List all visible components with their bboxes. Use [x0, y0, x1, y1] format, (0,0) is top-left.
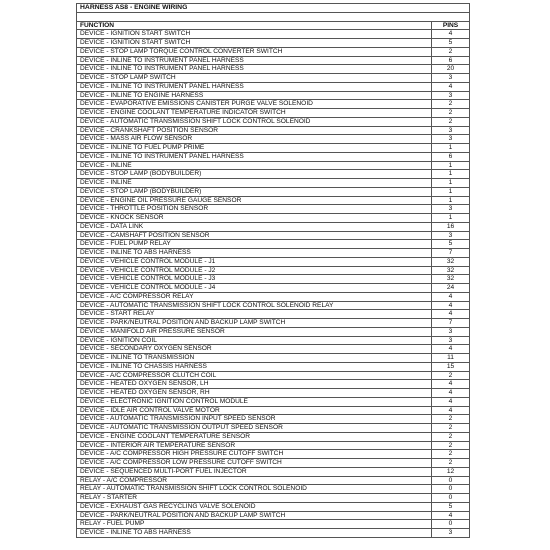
table-row — [77, 292, 470, 301]
pins-cell: 1 — [432, 170, 470, 179]
table-row — [77, 109, 470, 118]
function-cell: DEVICE - START RELAY — [77, 310, 432, 319]
function-cell: DEVICE - A/C COMPRESSOR RELAY — [77, 292, 432, 301]
pins-cell: 2 — [432, 109, 470, 118]
table-row — [77, 354, 470, 363]
table-row — [77, 240, 470, 249]
table-row — [77, 371, 470, 380]
table-row — [77, 257, 470, 266]
pins-cell: 2 — [432, 47, 470, 56]
function-cell: DEVICE - INLINE TO ABS HARNESS — [77, 249, 432, 258]
pins-cell: 2 — [432, 371, 470, 380]
pins-cell: 3 — [432, 336, 470, 345]
table-row — [77, 152, 470, 161]
function-cell: DEVICE - STOP LAMP SWITCH — [77, 74, 432, 83]
table-row — [77, 485, 470, 494]
function-cell: DEVICE - EXHAUST GAS RECYCLING VALVE SOLENOID — [77, 502, 432, 511]
function-cell: RELAY - STARTER — [77, 494, 432, 503]
function-cell: DEVICE - ELECTRONIC IGNITION CONTROL MODULE — [77, 397, 432, 406]
pins-cell: 0 — [432, 520, 470, 529]
table-row — [77, 100, 470, 109]
table-row — [77, 47, 470, 56]
table-row — [77, 476, 470, 485]
function-cell: DEVICE - FUEL PUMP RELAY — [77, 240, 432, 249]
function-cell: DEVICE - KNOCK SENSOR — [77, 214, 432, 223]
function-cell: DEVICE - INLINE — [77, 179, 432, 188]
pins-cell: 4 — [432, 345, 470, 354]
pins-cell: 7 — [432, 249, 470, 258]
pins-cell: 4 — [432, 406, 470, 415]
title-row — [77, 4, 470, 13]
function-cell: DEVICE - VEHICLE CONTROL MODULE - J3 — [77, 275, 432, 284]
table-row — [77, 345, 470, 354]
table-row — [77, 467, 470, 476]
table-row — [77, 39, 470, 48]
function-cell: DEVICE - INLINE TO INSTRUMENT PANEL HARNESS — [77, 152, 432, 161]
function-column-header: FUNCTION — [77, 21, 432, 30]
pins-cell: 4 — [432, 397, 470, 406]
function-cell: DEVICE - STOP LAMP (BODYBUILDER) — [77, 170, 432, 179]
pins-cell: 5 — [432, 502, 470, 511]
table-row — [77, 231, 470, 240]
table-row — [77, 459, 470, 468]
pins-cell: 4 — [432, 389, 470, 398]
pins-cell: 4 — [432, 511, 470, 520]
pins-cell: 4 — [432, 82, 470, 91]
pins-cell: 32 — [432, 257, 470, 266]
table-row — [77, 266, 470, 275]
pins-cell: 15 — [432, 362, 470, 371]
function-cell: DEVICE - PARK/NEUTRAL POSITION AND BACKUP LAMP SWITCH — [77, 319, 432, 328]
function-cell: DEVICE - AUTOMATIC TRANSMISSION OUTPUT SPEED SENSOR — [77, 424, 432, 433]
table-row — [77, 187, 470, 196]
function-cell: DEVICE - IGNITION COIL — [77, 336, 432, 345]
table-row — [77, 30, 470, 39]
function-cell: DEVICE - A/C COMPRESSOR LOW PRESSURE CUTOFF SWITCH — [77, 459, 432, 468]
pins-cell: 2 — [432, 450, 470, 459]
pins-cell: 3 — [432, 126, 470, 135]
pins-cell: 24 — [432, 284, 470, 293]
function-cell: DEVICE - IGNITION START SWITCH — [77, 30, 432, 39]
function-cell: DEVICE - EVAPORATIVE EMISSIONS CANISTER PURGE VALVE SOLENOID — [77, 100, 432, 109]
table-row — [77, 135, 470, 144]
harness-title: HARNESS AS8 - ENGINE WIRING — [77, 4, 470, 13]
function-cell: DEVICE - INTERIOR AIR TEMPERATURE SENSOR — [77, 441, 432, 450]
table-row — [77, 91, 470, 100]
table-row — [77, 336, 470, 345]
table-row — [77, 249, 470, 258]
table-row — [77, 520, 470, 529]
function-cell: DEVICE - INLINE TO ABS HARNESS — [77, 529, 432, 538]
function-cell: DEVICE - STOP LAMP TORQUE CONTROL CONVERTER SWITCH — [77, 47, 432, 56]
pins-cell: 1 — [432, 196, 470, 205]
function-cell: DEVICE - DATA LINK — [77, 222, 432, 231]
function-cell: DEVICE - MASS AIR FLOW SENSOR — [77, 135, 432, 144]
pins-cell: 4 — [432, 30, 470, 39]
table-row — [77, 319, 470, 328]
function-cell: DEVICE - ENGINE OIL PRESSURE GAUGE SENSOR — [77, 196, 432, 205]
table-row — [77, 424, 470, 433]
table-row — [77, 82, 470, 91]
function-cell: RELAY - AUTOMATIC TRANSMISSION SHIFT LOCK CONTROL SOLENOID — [77, 485, 432, 494]
function-cell: DEVICE - AUTOMATIC TRANSMISSION SHIFT LOCK CONTROL SOLENOID RELAY — [77, 301, 432, 310]
table-row — [77, 450, 470, 459]
pins-cell: 3 — [432, 74, 470, 83]
function-cell: DEVICE - MANIFOLD AIR PRESSURE SENSOR — [77, 327, 432, 336]
pins-cell: 2 — [432, 441, 470, 450]
pins-cell: 6 — [432, 56, 470, 65]
pins-cell: 1 — [432, 187, 470, 196]
table-row — [77, 494, 470, 503]
pins-column-header: PINS — [432, 21, 470, 30]
function-cell: DEVICE - AUTOMATIC TRANSMISSION INPUT SPEED SENSOR — [77, 415, 432, 424]
function-cell: DEVICE - CRANKSHAFT POSITION SENSOR — [77, 126, 432, 135]
pins-cell: 0 — [432, 494, 470, 503]
harness-table — [76, 3, 470, 538]
function-cell: DEVICE - INLINE — [77, 161, 432, 170]
table-row — [77, 179, 470, 188]
function-cell: DEVICE - INLINE TO INSTRUMENT PANEL HARNESS — [77, 65, 432, 74]
pins-cell: 3 — [432, 529, 470, 538]
pins-cell: 2 — [432, 459, 470, 468]
function-cell: DEVICE - STOP LAMP (BODYBUILDER) — [77, 187, 432, 196]
function-cell: DEVICE - INLINE TO INSTRUMENT PANEL HARNESS — [77, 82, 432, 91]
pins-cell: 32 — [432, 266, 470, 275]
table-row — [77, 74, 470, 83]
function-cell: DEVICE - VEHICLE CONTROL MODULE - J1 — [77, 257, 432, 266]
function-cell: DEVICE - ENGINE COOLANT TEMPERATURE INDICATOR SWITCH — [77, 109, 432, 118]
pins-cell: 0 — [432, 485, 470, 494]
function-cell: DEVICE - A/C COMPRESSOR HIGH PRESSURE CUTOFF SWITCH — [77, 450, 432, 459]
pins-cell: 2 — [432, 424, 470, 433]
pins-cell: 16 — [432, 222, 470, 231]
function-cell: DEVICE - PARK/NEUTRAL POSITION AND BACKUP LAMP SWITCH — [77, 511, 432, 520]
table-row — [77, 511, 470, 520]
table-row — [77, 301, 470, 310]
pins-cell: 2 — [432, 100, 470, 109]
pins-cell: 1 — [432, 161, 470, 170]
pins-cell: 3 — [432, 231, 470, 240]
table-row — [77, 161, 470, 170]
pins-cell: 4 — [432, 380, 470, 389]
function-cell: DEVICE - THROTTLE POSITION SENSOR — [77, 205, 432, 214]
function-cell: DEVICE - IDLE AIR CONTROL VALVE MOTOR — [77, 406, 432, 415]
table-row — [77, 170, 470, 179]
harness-sheet — [76, 3, 469, 538]
function-cell: RELAY - A/C COMPRESSOR — [77, 476, 432, 485]
pins-cell: 20 — [432, 65, 470, 74]
pins-cell: 11 — [432, 354, 470, 363]
table-row — [77, 362, 470, 371]
pins-cell: 4 — [432, 301, 470, 310]
pins-cell: 6 — [432, 152, 470, 161]
function-cell: DEVICE - ENGINE COOLANT TEMPERATURE SENSOR — [77, 432, 432, 441]
pins-cell: 5 — [432, 39, 470, 48]
pins-cell: 2 — [432, 432, 470, 441]
table-row — [77, 144, 470, 153]
function-cell: DEVICE - SEQUENCED MULTI-PORT FUEL INJECTOR — [77, 467, 432, 476]
table-row — [77, 415, 470, 424]
pins-cell: 7 — [432, 319, 470, 328]
pins-cell: 1 — [432, 214, 470, 223]
pins-cell: 1 — [432, 144, 470, 153]
pins-cell: 4 — [432, 292, 470, 301]
table-row — [77, 310, 470, 319]
table-row — [77, 389, 470, 398]
table-row — [77, 275, 470, 284]
pins-cell: 3 — [432, 205, 470, 214]
function-cell: DEVICE - IGNITION START SWITCH — [77, 39, 432, 48]
table-row — [77, 529, 470, 538]
header-row — [77, 21, 470, 30]
function-cell: DEVICE - HEATED OXYGEN SENSOR, LH — [77, 380, 432, 389]
function-cell: DEVICE - VEHICLE CONTROL MODULE - J2 — [77, 266, 432, 275]
pins-cell: 5 — [432, 240, 470, 249]
pins-cell: 4 — [432, 310, 470, 319]
table-row — [77, 432, 470, 441]
pins-cell: 12 — [432, 467, 470, 476]
table-row — [77, 126, 470, 135]
function-cell: DEVICE - A/C COMPRESSOR CLUTCH COIL — [77, 371, 432, 380]
table-row — [77, 397, 470, 406]
table-row — [77, 56, 470, 65]
pins-cell: 1 — [432, 179, 470, 188]
table-row — [77, 380, 470, 389]
function-cell: DEVICE - HEATED OXYGEN SENSOR, RH — [77, 389, 432, 398]
table-row — [77, 406, 470, 415]
spacer-cell — [77, 12, 470, 21]
table-row — [77, 205, 470, 214]
table-row — [77, 441, 470, 450]
function-cell: DEVICE - SECONDARY OXYGEN SENSOR — [77, 345, 432, 354]
table-row — [77, 284, 470, 293]
function-cell: DEVICE - INLINE TO FUEL PUMP PRIME — [77, 144, 432, 153]
function-cell: DEVICE - VEHICLE CONTROL MODULE - J4 — [77, 284, 432, 293]
table-row — [77, 222, 470, 231]
pins-cell: 0 — [432, 476, 470, 485]
function-cell: RELAY - FUEL PUMP — [77, 520, 432, 529]
pins-cell: 2 — [432, 415, 470, 424]
pins-cell: 3 — [432, 91, 470, 100]
pins-cell: 3 — [432, 327, 470, 336]
table-row — [77, 65, 470, 74]
pins-cell: 3 — [432, 135, 470, 144]
function-cell: DEVICE - CAMSHAFT POSITION SENSOR — [77, 231, 432, 240]
function-cell: DEVICE - INLINE TO INSTRUMENT PANEL HARNESS — [77, 56, 432, 65]
table-row — [77, 214, 470, 223]
function-cell: DEVICE - AUTOMATIC TRANSMISSION SHIFT LOCK CONTROL SOLENOID — [77, 117, 432, 126]
function-cell: DEVICE - INLINE TO TRANSMISSION — [77, 354, 432, 363]
table-row — [77, 502, 470, 511]
function-cell: DEVICE - INLINE TO ENGINE HARNESS — [77, 91, 432, 100]
table-row — [77, 327, 470, 336]
function-cell: DEVICE - INLINE TO CHASSIS HARNESS — [77, 362, 432, 371]
pins-cell: 32 — [432, 275, 470, 284]
spacer-row — [77, 12, 470, 21]
pins-cell: 2 — [432, 117, 470, 126]
table-row — [77, 196, 470, 205]
table-row — [77, 117, 470, 126]
